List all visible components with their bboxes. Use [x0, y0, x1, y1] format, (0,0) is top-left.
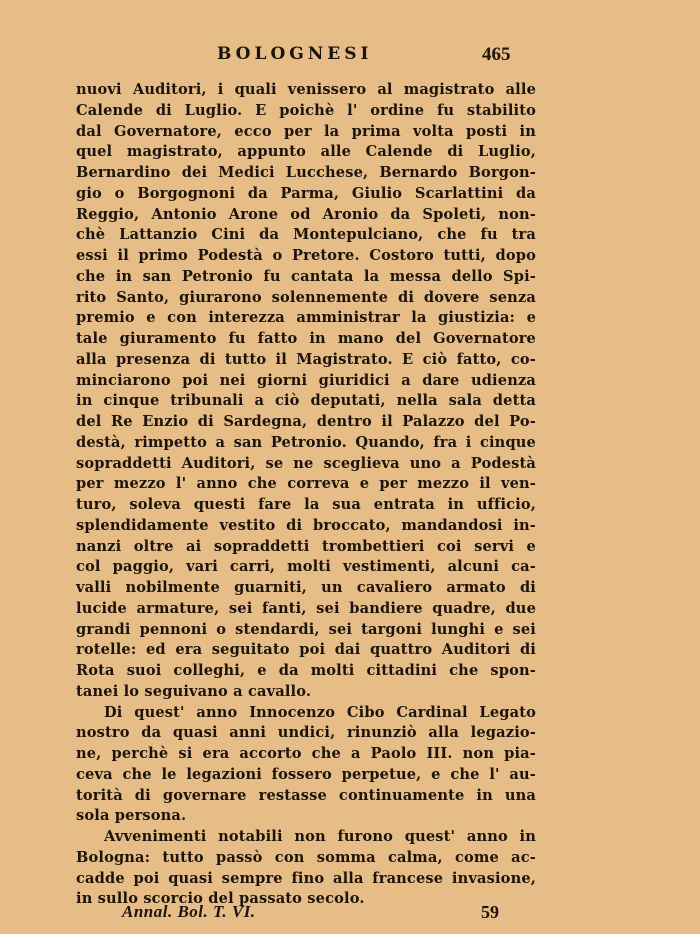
text-line: in sullo scorcio del passato secolo. [76, 890, 365, 908]
text-line: alla presenza di tutto il Magistrato. E ciò fatto, co- [76, 350, 536, 368]
text-line: nostro da quasi anni undici, rinunziò alla legazio- [76, 724, 536, 742]
text-line: che in san Petronio fu cantata la messa dello Spi- [76, 267, 536, 285]
text-line: dal Governatore, ecco per la prima volta posti in [76, 122, 536, 140]
text-line: splendidamente vestito di broccato, mandandosi in- [76, 516, 536, 534]
text-line: premio e con interezza amministrar la giustizia: e [76, 309, 536, 327]
text-line: chè Lattanzio Cini da Montepulciano, che fu tra [76, 226, 536, 244]
body-text [76, 80, 536, 910]
signature-mark: Annal. Bol. T. VI. [122, 902, 256, 921]
text-line: lucide armature, sei fanti, sei bandiere quadre, due [76, 599, 536, 617]
text-line: Bernardino dei Medici Lucchese, Bernardo Borgon- [76, 164, 536, 181]
text-line: torità di governare restasse continuamente in una [76, 786, 536, 804]
text-line: essi il primo Podestà o Pretore. Costoro tutti, dopo [76, 247, 536, 264]
text-line: sola persona. [76, 807, 187, 825]
text-line: minciarono poi nei giorni giuridici a dare udienza [76, 371, 536, 389]
text-line: Reggio, Antonio Arone od Aronio da Spoleti, non- [76, 205, 536, 223]
text-line: nanzi oltre ai sopraddetti trombettieri coi servi e [76, 537, 536, 555]
text-line: grandi pennoni o stendardi, sei targoni lunghi e sei [76, 620, 536, 638]
text-line: turo, soleva questi fare la sua entrata in ufficio, [76, 496, 536, 513]
text-line: gio o Borgognoni da Parma, Giulio Scarlattini da [76, 184, 536, 202]
text-line: rotelle: ed era seguitato poi dai quattro Auditori di [76, 641, 536, 659]
text-line: Calende di Luglio. E poichè l' ordine fu stabilito [76, 101, 536, 119]
text-line: valli nobilmente guarniti, un cavaliero armato di [76, 579, 536, 596]
text-line: Di quest' anno Innocenzo Cibo Cardinal Legato [104, 703, 536, 721]
text-line: col paggio, vari carri, molti vestimenti, alcuni ca- [76, 558, 536, 576]
text-line: destà, rimpetto a san Petronio. Quando, fra i cinque [76, 433, 536, 451]
text-line: ne, perchè si era accorto che a Paolo III. non pia- [76, 745, 536, 762]
running-head [0, 44, 700, 68]
text-line: in cinque tribunali a ciò deputati, nella sala detta [76, 392, 536, 410]
text-line: cadde poi quasi sempre fino alla francese invasione, [76, 869, 536, 887]
text-line: Avvenimenti notabili non furono quest' anno in [104, 828, 536, 845]
text-line: Rota suoi colleghi, e da molti cittadini che spon- [76, 662, 536, 679]
text-line: rito Santo, giurarono solennemente di dovere senza [76, 288, 536, 306]
sheet-number: 59 [481, 902, 499, 922]
text-line: per mezzo l' anno che correva e per mezzo il ven- [76, 475, 536, 493]
text-line: Bologna: tutto passò con somma calma, come ac- [76, 848, 536, 866]
running-title: BOLOGNESI [217, 44, 373, 64]
text-line: ceva che le legazioni fossero perpetue, e che l' au- [76, 765, 536, 783]
text-line: tanei lo seguivano a cavallo. [76, 682, 312, 700]
text-line: nuovi Auditori, i quali venissero al magistrato alle [76, 81, 536, 98]
text-line: quel magistrato, appunto alle Calende di Luglio, [76, 143, 536, 161]
text-line: del Re Enzio di Sardegna, dentro il Palazzo del Po- [76, 413, 536, 430]
page-number: 465 [482, 44, 511, 65]
text-line: sopraddetti Auditori, se ne sceglieva uno a Podestà [76, 454, 536, 472]
text-line: tale giuramento fu fatto in mano del Governatore [76, 330, 536, 347]
page-footer [0, 902, 700, 926]
